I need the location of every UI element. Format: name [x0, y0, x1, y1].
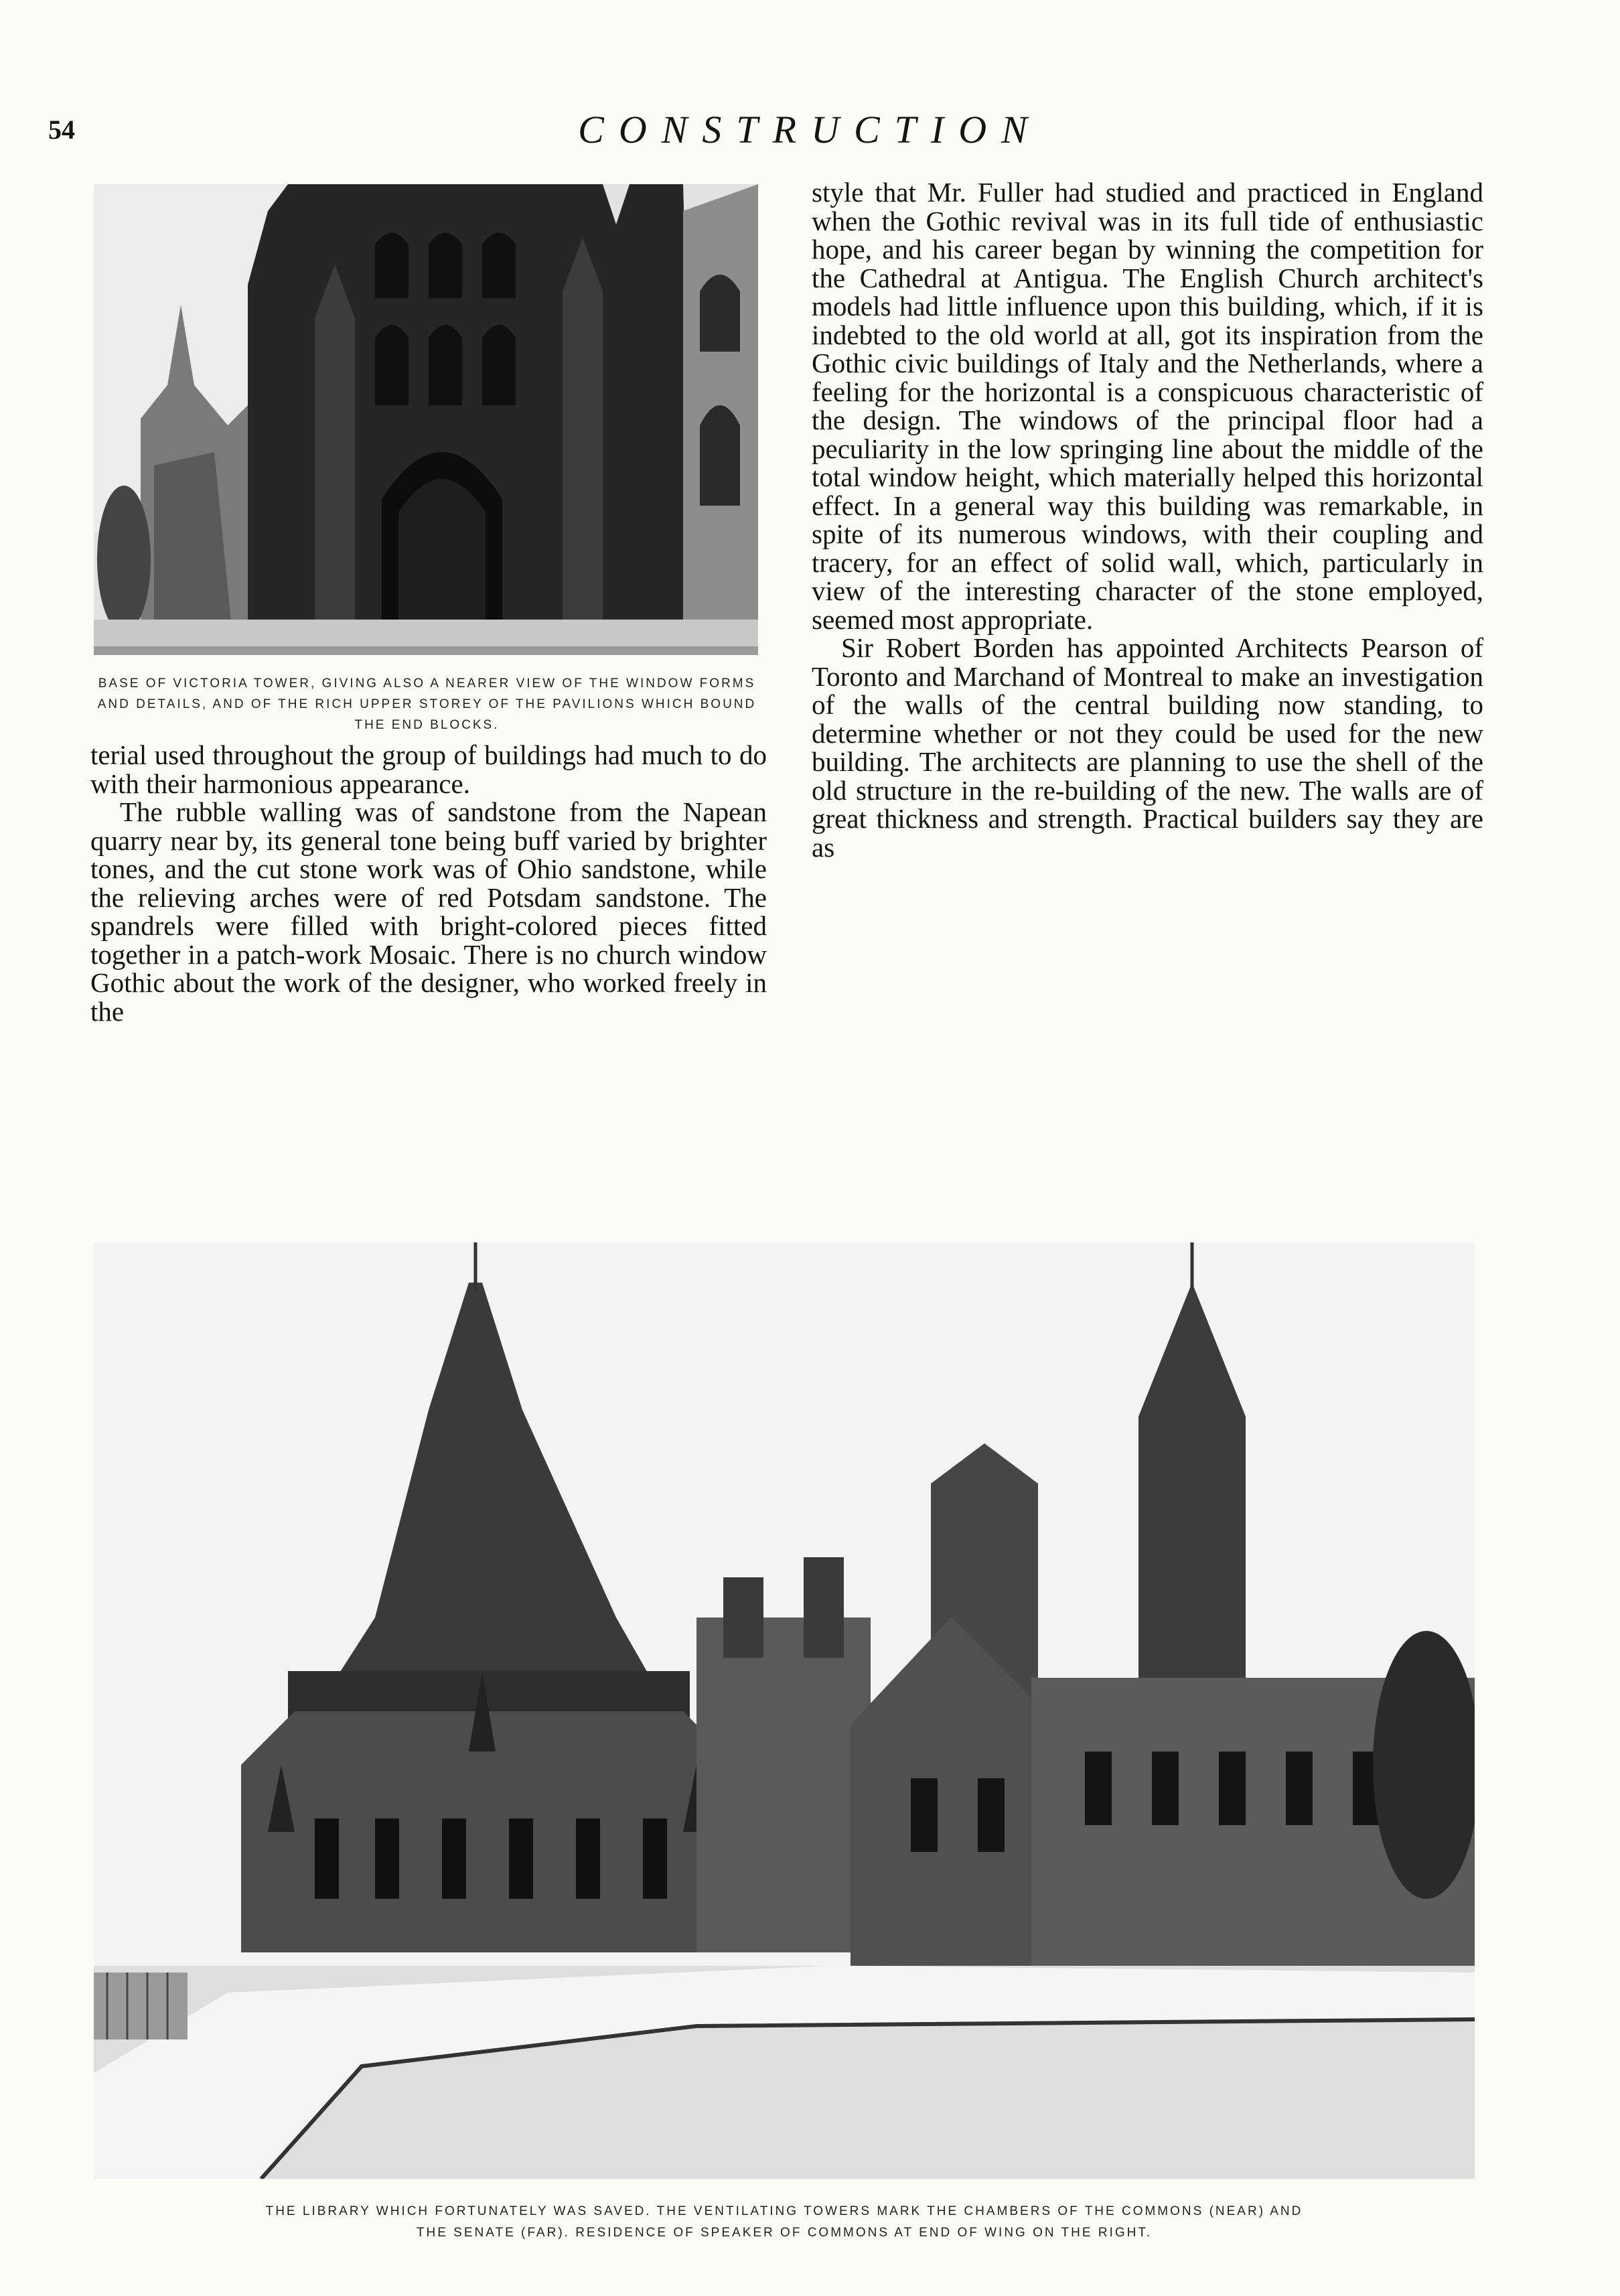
victoria-tower-photo	[94, 184, 758, 655]
right-column	[812, 178, 1483, 861]
library-photo	[94, 1242, 1475, 2179]
library-caption-line-2: THE SENATE (FAR). RESIDENCE OF SPEAKER OF COMMONS AT END OF WING ON THE RIGHT.	[416, 2226, 1153, 2240]
library-caption-line-1: THE LIBRARY WHICH FORTUNATELY WAS SAVED. THE VENTILATING TOWERS MARK THE CHAMBERS OF THE COMMONS (NEAR) AND	[265, 2204, 1303, 2218]
left-paragraph-2: The rubble walling was of sandstone from the Napean quarry near by, its general tone being buff varied by brighter tones, and the cut stone work was of Ohio sandstone, while the relieving arches were of red Potsdam sandstone. The spandrels were filled with bright-colored pieces fitted together in a patch-work Mosaic. There is no church window Gothic about the work of the designer, who worked freely in the	[90, 796, 767, 1027]
left-column	[90, 741, 767, 1025]
right-paragraph-1: style that Mr. Fuller had studied and practiced in England when the Gothic revival was in its full tide of enthusiastic hope, and his career began by winning the competition for the Cathedral at Antigua. The English Church architect's models had little influence upon this building, which, if it is indebted to the old world at all, got its inspiration from the Gothic civic buildings of Italy and the Netherlands, where a feeling for the horizontal is a conspicuous characteristic of the design. The windows of the principal floor had a peculiarity in the low springing line about the middle of the total window height, which materially helped this horizontal effect. In a general way this building was remarkable, in spite of its numerous windows, with their coupling and tracery, for an effect of solid wall, which, particularly in view of the interesting character of the stone employed, seemed most appropriate.	[812, 177, 1483, 635]
right-paragraph-2: Sir Robert Borden has appointed Architects Pearson of Toronto and Marchand of Montreal to make an investigation of the walls of the central building now standing, to determine whether or not they could be used for the new building. The architects are planning to use the shell of the old structure in the re-building of the new. The walls are of great thickness and strength. Practical builders say they are as	[812, 632, 1483, 863]
journal-title: CONSTRUCTION	[578, 108, 1042, 151]
victoria-tower-caption: BASE OF VICTORIA TOWER, GIVING ALSO A NEARER VIEW OF THE WINDOW FORMS AND DETAILS, AND OF THE RICH UPPER STOREY OF THE PAVILIONS WHICH BOUND THE END BLOCKS.	[97, 676, 757, 732]
left-paragraph-1: terial used throughout the group of buildings had much to do with their harmonious appearance.	[90, 739, 767, 799]
page-number: 54	[48, 115, 75, 145]
